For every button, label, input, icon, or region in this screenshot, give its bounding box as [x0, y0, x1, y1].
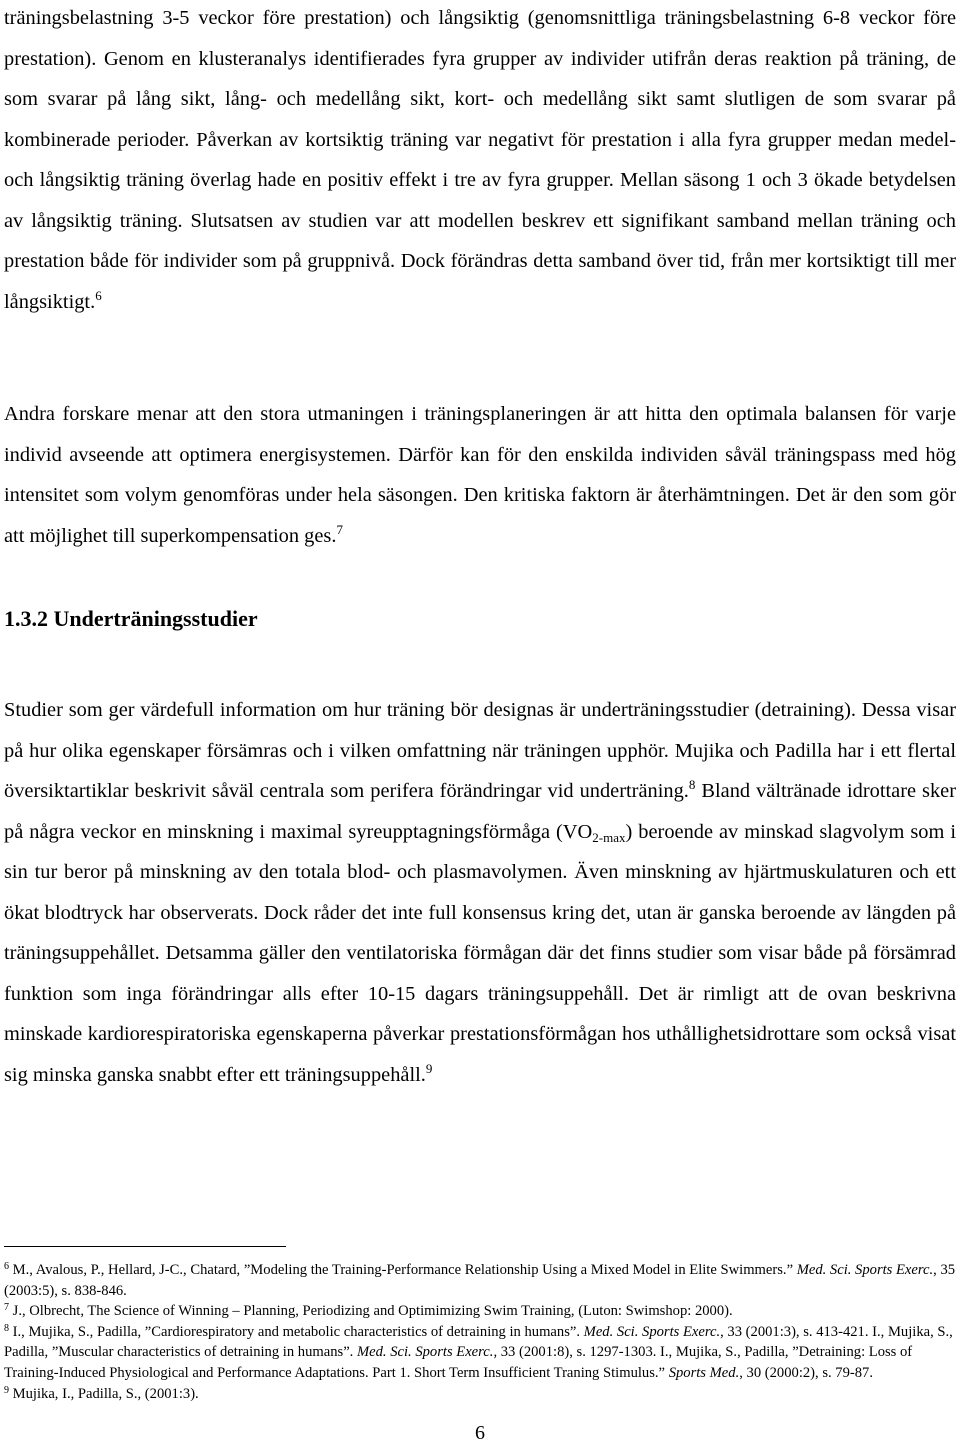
paragraph-energy-systems	[4, 394, 956, 556]
page-number: 6	[475, 1422, 485, 1444]
footnote-text: I., Mujika, S., Padilla, ”Cardiorespiratory and metabolic characteristics of detraining in humans”.	[9, 1323, 584, 1340]
footnote-9	[4, 1384, 956, 1405]
footnote-text: J., Olbrecht, The Science of Winning – Planning, Periodizing and Optimimizing Swim Training, (Luton: Swimshop: 2000).	[9, 1303, 733, 1320]
paragraph-text: Andra forskare menar att den stora utmaningen i träningsplaneringen är att hitta den optimala balansen för varje individ avseende att optimera energisystemen. Därför kan för den enskilda individen såväl träningspass med hög intensitet som volym genomföras under hela säsongen. Den kritiska faktorn är återhämtningen. Det är den som gör att möjlighet till superkompensation ges.	[4, 403, 956, 547]
journal-name: Med. Sci. Sports Exerc.	[796, 1262, 934, 1278]
footnote-text: , 35 (2003:5), s. 838-846.	[4, 1262, 956, 1299]
footnote-number: 9	[4, 1384, 9, 1396]
paragraph-text: ) beroende av minskad slagvolym som i sin tur beror på minskning av den totala blod- och plasmavolymen. Även minskning av hjärtmuskulaturen och ett ökat blodtryck har observerats. Dock råder det inte full konsensus kring det, utan är ganska beroende av längden på träningsuppehållet. Detsamma gäller den ventilatoriska förmågan där det finns studier som visar både på försämrad funktion som inga förändringar alls efter 10-15 dagars träningsuppehåll. Det är rimligt att de ovan beskrivna minskade kardiorespiratoriska egenskaperna påverkar prestationsförmågan hos uthållighetsidrottare som också visat sig minska ganska snabbt efter ett träningsuppehåll.	[4, 820, 956, 1086]
footnote-text: Mujika, I., Padilla, S., (2001:3).	[9, 1385, 199, 1402]
paragraph-detraining	[4, 690, 956, 1095]
footnote-text: , 30 (2000:2), s. 79-87.	[739, 1364, 874, 1381]
footnote-text: , 33 (2001:3), s. 413-421. I., Mujika, S., Padilla, ”Muscular characteristics of detraining in humans”.	[4, 1323, 953, 1361]
paragraph-text: träningsbelastning 3-5 veckor före prestation) och långsiktig (genomsnittliga träningsbelastning 6-8 veckor före prestation). Genom en klusteranalys identifierades fyra grupper av individer utifrån deras reaktion på träning, de som svarar på lång sikt, lång- och medellång sikt, kort- och medellång sikt samt slutligen de som svarar på kombinerade perioder. Påverkan av kortsiktig träning var negativt för prestation i alla fyra grupper medan medel- och långsiktig träning överlag hade en positiv effekt i tre av fyra grupper. Mellan säsong 1 och 3 ökade betydelsen av långsiktig träning. Slutsatsen av studien var att modellen beskrev ett signifikant samband mellan träning och prestation både för individer som på gruppnivå. Dock förändras detta samband över tid, från mer kortsiktigt till mer långsiktigt.	[4, 7, 956, 313]
paragraph-training-response	[4, 0, 956, 322]
footnote-8	[4, 1322, 956, 1384]
journal-name: Med. Sci. Sports Exerc.	[583, 1323, 721, 1340]
footnote-ref[interactable]: 7	[336, 521, 343, 537]
footnotes	[4, 1260, 956, 1404]
paragraph-text: Studier som ger värdefull information om hur träning bör designas är underträningsstudier (detraining). Dessa visar på hur olika egenskaper försämras och i vilken omfattning när träningen upphör. Mujika och Padilla har i ett flertal översiktartiklar beskrivit såväl centrala som perifera förändringar vid underträning.	[4, 699, 956, 802]
footnote-number: 7	[4, 1302, 9, 1314]
journal-name: Med. Sci. Sports Exerc.	[356, 1344, 494, 1361]
footnote-number: 8	[4, 1322, 9, 1334]
footnote-7	[4, 1301, 956, 1322]
footnote-text: , 33 (2001:8), s. 1297-1303. I., Mujika, S., Padilla, ”Detraining: Loss of Training-Induced Physiological and Performance Adaptations. Part 1. Short Term Insufficient Traning Stimulus.”	[4, 1344, 913, 1381]
footnote-ref[interactable]: 9	[425, 1060, 433, 1076]
footnote-divider	[4, 1246, 286, 1247]
subscript: 2-max	[592, 829, 626, 845]
journal-name: Sports Med.	[668, 1364, 740, 1381]
paragraph-text: Bland vältränade idrottare sker på några veckor en minskning i maximal syreupptagningsförmåga (VO	[4, 780, 957, 843]
footnote-number: 6	[4, 1261, 9, 1272]
footnote-text: M., Avalous, P., Hellard, J-C., Chatard, ”Modeling the Training-Performance Relationship Using a Mixed Model in Elite Swimmers.”	[9, 1262, 797, 1278]
footnote-ref[interactable]: 8	[688, 777, 696, 792]
footnote-6	[4, 1260, 956, 1301]
footnote-ref[interactable]: 6	[95, 287, 102, 303]
section-heading: 1.3.2 Underträningsstudier	[4, 606, 258, 631]
